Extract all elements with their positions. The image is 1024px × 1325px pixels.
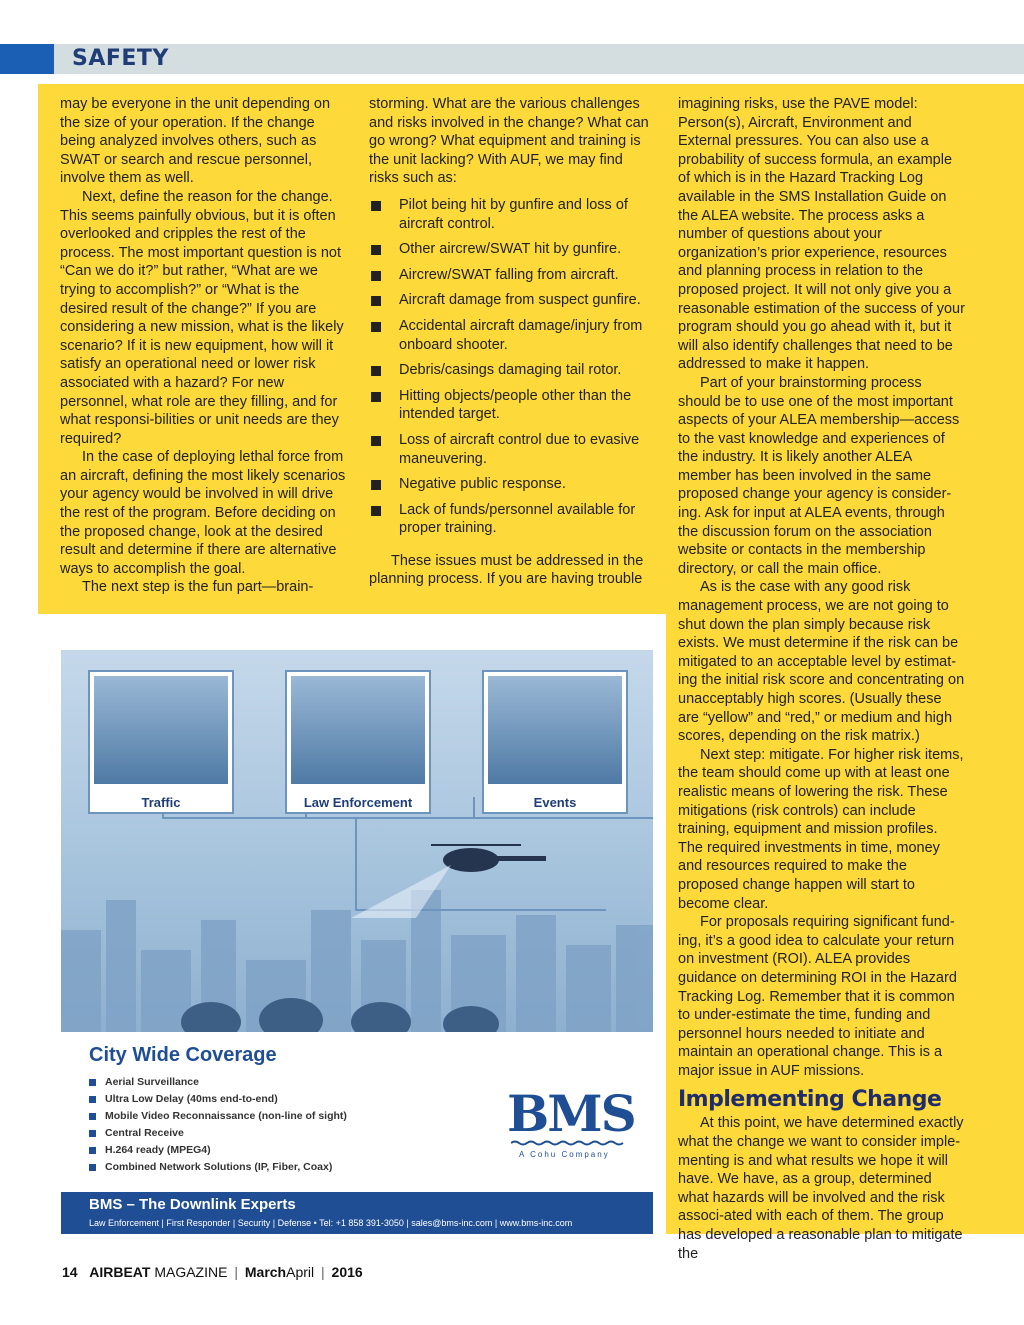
page-number: 14 (62, 1264, 78, 1280)
paragraph: For proposals requiring significant fund-ing, it’s a good idea to calculate your return on investment (ROI). ALEA provides guidance on determining ROI in the Hazard Tracking Log. Remember that it is common to under-estimate the time, funding and personnel hours needed to initiate and maintain an operational change. This is a major issue in AUF missions. (678, 914, 957, 1079)
bullet-square-icon (371, 322, 381, 332)
risk-list (369, 196, 649, 538)
bullet-square-icon (89, 1079, 96, 1086)
panel-events: Events (482, 670, 628, 814)
list-item: Central Receive (89, 1127, 347, 1139)
issue-year: 2016 (331, 1264, 363, 1280)
ad-tagline: BMS – The Downlink Experts (89, 1196, 296, 1213)
panel-traffic: Traffic (88, 670, 234, 814)
paragraph: These issues must be addressed in the planning process. If you are having trouble (369, 552, 644, 588)
logo-wave-icon (511, 1140, 627, 1146)
list-item: H.264 ready (MPEG4) (89, 1144, 347, 1156)
ad-illustration (61, 650, 653, 1032)
bullet-square-icon (89, 1113, 96, 1120)
section-accent-block (0, 44, 54, 74)
bullet-square-icon (89, 1130, 96, 1137)
bullet-square-icon (371, 506, 381, 516)
list-item: Lack of funds/personnel available for proper training. (369, 501, 649, 538)
traffic-image (94, 676, 228, 784)
bullet-square-icon (371, 271, 381, 281)
article-column-3 (678, 95, 966, 1263)
ad-feature-list (89, 1076, 347, 1178)
ad-footer-bar (61, 1192, 653, 1234)
list-item: Pilot being hit by gunfire and loss of aircraft control. (369, 196, 649, 233)
ad-text-area (61, 1032, 653, 1234)
issue-month-2: April (286, 1264, 315, 1280)
bullet-square-icon (89, 1147, 96, 1154)
events-image (488, 676, 622, 784)
list-item: Aerial Surveillance (89, 1076, 347, 1088)
bullet-square-icon (371, 480, 381, 490)
bullet-square-icon (371, 296, 381, 306)
page-folio: 14 AIRBEAT MAGAZINE | MarchApril | 2016 (62, 1264, 363, 1280)
section-title: SAFETY (72, 46, 169, 71)
list-item: Ultra Low Delay (40ms end-to-end) (89, 1093, 347, 1105)
article-column-2 (369, 95, 649, 589)
bms-advertisement[interactable] (61, 650, 653, 1234)
paragraph: may be everyone in the unit depending on the size of your operation. If the change being analyzed involves others, such as SWAT or search and rescue personnel, involve them as well. (60, 96, 331, 187)
article-column-1 (60, 95, 350, 597)
ad-headline: City Wide Coverage (89, 1044, 277, 1066)
section-header (0, 44, 1024, 74)
bms-logo: BMS (507, 1084, 635, 1143)
list-item: Negative public response. (369, 475, 649, 494)
list-item: Other aircrew/SWAT hit by gunfire. (369, 240, 649, 259)
ad-contact-line: Law Enforcement | First Responder | Security | Defense • Tel: +1 858 391-3050 | sales@bms-inc.com | www.bms-inc.com (89, 1218, 573, 1228)
paragraph: As is the case with any good risk management process, we are not going to shut down the plan simply because risk exists. We must determine if the risk can be mitigated to an acceptable level by estimat-ing the initial risk score and concentrating on unacceptably high scores. (Usually these are “yellow” and “red,” or medium and high scores, depending on the risk matrix.) (678, 579, 965, 745)
issue-month: March (244, 1264, 287, 1280)
list-item: Loss of aircraft control due to evasive maneuvering. (369, 431, 649, 468)
subheading: Implementing Change (678, 1087, 942, 1113)
paragraph: The next step is the fun part—brain- (82, 579, 314, 596)
paragraph: imagining risks, use the PAVE model: Person(s), Aircraft, Environment and External pressures. You can also use a probability of success formula, an example of which is in the Hazard Tracking Log available in the SMS Installation Guide on the ALEA website. The process asks a number of questions about your organization’s prior experience, resources and planning process in relation to the proposed project. It will not only give you a reasonable estimation of the success of your program should you go ahead with it, but it will also identify challenges that need to be addressed to make it happen. (678, 96, 965, 373)
paragraph: Part of your brainstorming process should be to use one of the most important aspects of your ALEA membership—access to the vast knowledge and experiences of the industry. It is likely another ALEA member has been involved in the same proposed change your agency is consider-ing. Ask for input at ALEA events, through the discussion forum on the association website or contacts in the membership directory, or call the main office. (678, 374, 960, 577)
list-item: Mobile Video Reconnaissance (non-line of sight) (89, 1110, 347, 1122)
list-item: Hitting objects/people other than the intended target. (369, 387, 649, 424)
list-item: Aircrew/SWAT falling from aircraft. (369, 266, 649, 285)
panel-law-enforcement: Law Enforcement (285, 670, 431, 814)
logo-subtitle: A Cohu Company (519, 1150, 610, 1159)
bullet-square-icon (371, 201, 381, 211)
bullet-square-icon (371, 366, 381, 376)
list-item: Accidental aircraft damage/injury from onboard shooter. (369, 317, 649, 354)
paragraph: At this point, we have determined exactly what the change we want to consider imple-menting is and what results we hope it will have. We have, as a group, determined what hazards will be involved and the risk associ-ated with each of them. The group has developed a reasonable plan to mitigate the (678, 1115, 964, 1262)
list-item: Combined Network Solutions (IP, Fiber, Coax) (89, 1161, 347, 1173)
magazine-suffix: MAGAZINE (154, 1264, 228, 1280)
list-item: Aircraft damage from suspect gunfire. (369, 291, 649, 310)
bullet-square-icon (371, 436, 381, 446)
paragraph: In the case of deploying lethal force from an aircraft, defining the most likely scenarios your agency would be involved in will drive the rest of the program. Before deciding on the proposed change, look at the desired result and determine if there are alternative ways to accomplish the goal. (60, 449, 346, 577)
bullet-square-icon (371, 392, 381, 402)
paragraph: storming. What are the various challenges and risks involved in the change? What can go wrong? What equipment and training is the unit lacking? With AUF, we may find risks such as: (369, 96, 649, 187)
bullet-square-icon (371, 245, 381, 255)
law-enforcement-image (291, 676, 425, 784)
paragraph: Next, define the reason for the change. This seems painfully obvious, but it is often overlooked and cripples the rest of the process. The most important question is not “Can we do it?” but rather, “What are we trying to accomplish?” or “What is the desired result of the change?” If you are considering a new mission, what is the likely scenario? If it is new equipment, how will it satisfy an operational need or lower risk associated with a hazard? For new personnel, what role are they filling, and for what responsi-bilities or unit needs are they required? (60, 188, 344, 447)
bullet-square-icon (89, 1096, 96, 1103)
list-item: Debris/casings damaging tail rotor. (369, 361, 649, 380)
magazine-name: AIRBEAT (89, 1264, 151, 1280)
paragraph: Next step: mitigate. For higher risk items, the team should come up with at least one realistic means of lowering the risk. These mitigations (risk controls) can include training, equipment and mission profiles. The required investments in time, money and resources required to make the proposed change happen will start to become clear. (678, 746, 964, 912)
bullet-square-icon (89, 1164, 96, 1171)
